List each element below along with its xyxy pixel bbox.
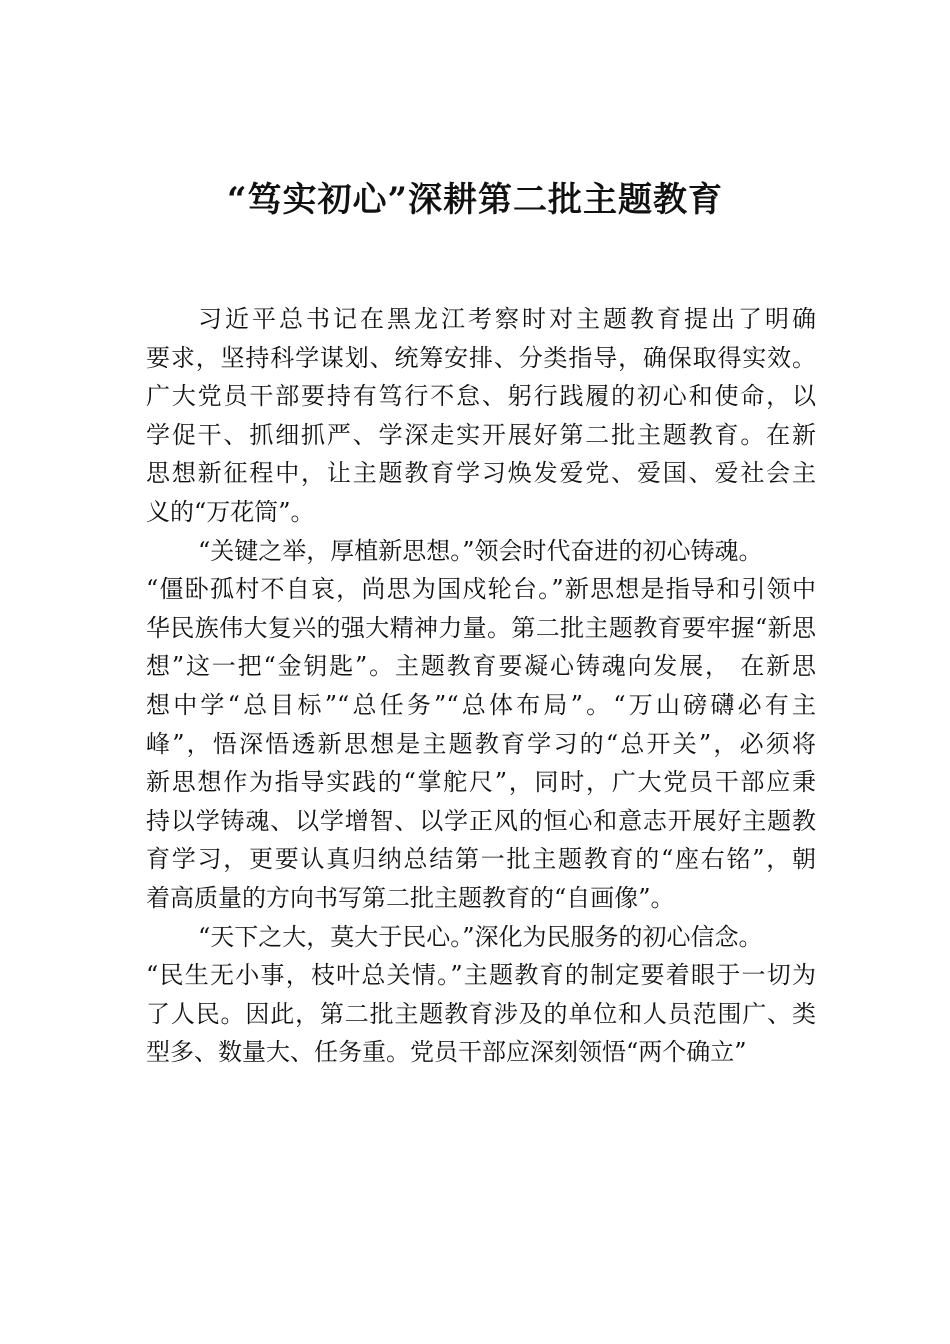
text-line: 习近平总书记在黑龙江考察时对主题教育提出了明确: [198, 305, 816, 333]
text-line: “僵卧孤村不自哀，尚思为国戍轮台。”新思想是指导和引领中: [146, 575, 816, 604]
text-line: 育学习，更要认真归纳总结第一批主题教育的“座右铭”，朝: [146, 845, 816, 874]
text-line: “民生无小事，枝叶总关情。”主题教育的制定要着眼于一切为: [146, 961, 816, 990]
article-body: [146, 300, 816, 1072]
text-line: 持以学铸魂、以学增智、以学正风的恒心和意志开展好主题教: [146, 806, 816, 835]
text-line: 想中学“总目标”“总任务”“总体布局”。“万山磅礴必有主: [146, 690, 816, 719]
text-line: 广大党员干部要持有笃行不怠、躬行践履的初心和使命，以: [146, 382, 816, 411]
text-line: 学促干、抓细抓严、学深走实开展好第二批主题教育。在新: [146, 420, 816, 449]
text-line: 想”这一把“金钥匙”。主题教育要凝心铸魂向发展， 在新思: [146, 652, 816, 681]
text-line: 型多、数量大、任务重。党员干部应深刻领悟“两个确立”: [146, 1038, 747, 1067]
text-line: 华民族伟大复兴的强大精神力量。第二批主题教育要牢握“新思: [146, 613, 816, 642]
text-line: 思想新征程中，让主题教育学习焕发爱党、爱国、爱社会主: [146, 459, 816, 488]
text-line: 要求，坚持科学谋划、统筹安排、分类指导，确保取得实效。: [146, 343, 816, 372]
text-line: 峰”，悟深悟透新思想是主题教育学习的“总开关”，必须将: [146, 729, 816, 758]
text-line: “天下之大，莫大于民心。”深化为民服务的初心信念。: [198, 922, 763, 951]
text-line: “关键之举，厚植新思想。”领会时代奋进的初心铸魂。: [198, 536, 763, 565]
text-line: 义的“万花筒”。: [146, 497, 315, 526]
text-line: 新思想作为指导实践的“掌舵尺”，同时，广大党员干部应秉: [146, 768, 816, 797]
text-line: 了人民。因此，第二批主题教育涉及的单位和人员范围广、类: [146, 999, 816, 1028]
page-title: “笃实初心”深耕第二批主题教育: [226, 180, 724, 220]
text-line: 着高质量的方向书写第二批主题教育的“自画像”。: [146, 883, 675, 912]
